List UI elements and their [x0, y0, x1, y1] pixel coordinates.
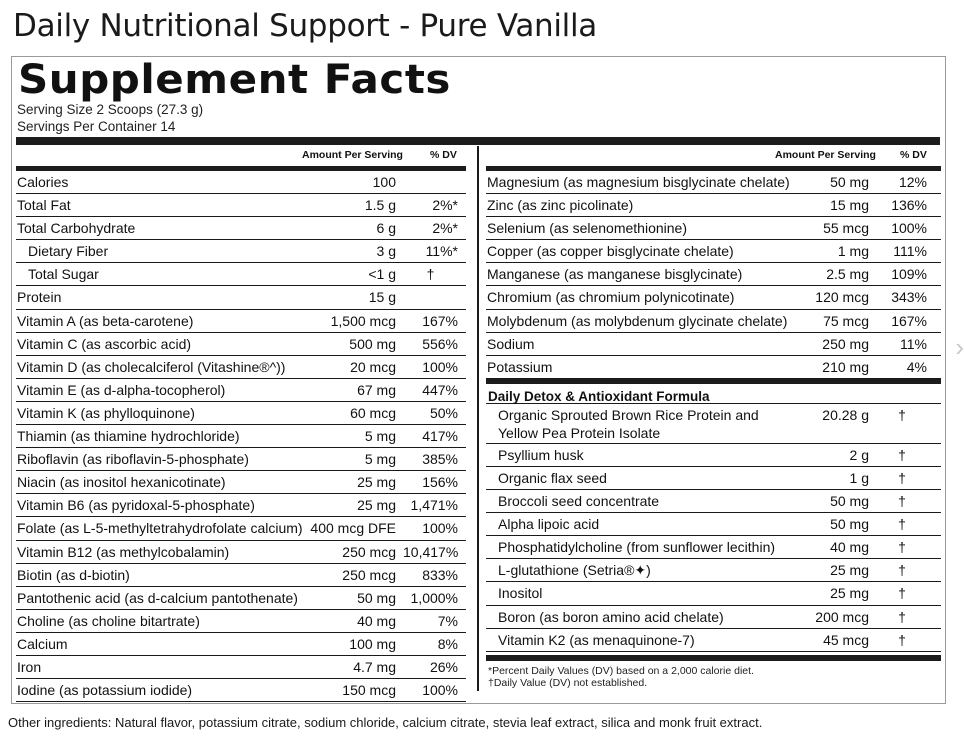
table-row: [16, 310, 466, 333]
nutrient-name: Vitamin A (as beta-carotene): [17, 312, 194, 329]
amount-value: 100: [372, 174, 396, 190]
amount-value: 2.5 mg: [826, 266, 869, 283]
right-column: [486, 146, 941, 689]
amount-value: <1 g: [368, 266, 396, 283]
table-row: [486, 559, 941, 582]
chevron-right-icon[interactable]: ›: [955, 332, 964, 362]
table-row: [486, 629, 941, 652]
nutrient-name: Alpha lipoic acid: [498, 516, 600, 533]
dv-value: 7%: [437, 612, 458, 629]
nutrient-name: Vitamin K (as phylloquinone): [17, 404, 195, 421]
dv-value: 100%: [422, 358, 458, 375]
amount-value: 1,500 mcg: [330, 312, 396, 329]
dv-value: †: [898, 631, 906, 648]
dv-header: % DV: [430, 149, 457, 161]
table-row: [486, 513, 941, 536]
amount-value: 50 mg: [830, 516, 869, 533]
dv-value: 167%: [891, 312, 927, 329]
nutrient-name: Vitamin C (as ascorbic acid): [17, 335, 192, 352]
amount-value: 2 g: [849, 446, 869, 463]
dv-value: †: [898, 516, 906, 533]
formula-heading: Daily Detox & Antioxidant Formula: [488, 388, 710, 404]
servings-per-container: Servings Per Container 14: [17, 119, 176, 134]
nutrient-name-line: Yellow Pea Protein Isolate: [498, 424, 661, 441]
table-row: [16, 240, 466, 263]
amount-value: 400 mcg DFE: [310, 520, 396, 537]
left-column: [16, 146, 466, 702]
nutrient-name: Boron (as boron amino acid chelate): [498, 608, 724, 625]
amount-value: 150 mcg: [342, 682, 396, 699]
dv-value: 100%: [422, 520, 458, 537]
amount-header: Amount Per Serving: [302, 149, 403, 161]
amount-value: 200 mcg: [815, 608, 869, 625]
table-row: [486, 490, 941, 513]
nutrient-name: Sodium: [487, 335, 535, 352]
nutrient-name: Pantothenic acid (as d-calcium pantothenate): [17, 589, 298, 606]
nutrient-name: Calcium: [17, 635, 68, 652]
nutrient-name: Protein: [17, 289, 62, 306]
left-rows: [16, 171, 466, 702]
nutrient-name: Calories: [17, 174, 69, 190]
table-row: [16, 679, 466, 702]
table-row: [16, 402, 466, 425]
dv-value: 100%: [422, 682, 458, 699]
table-row: [486, 356, 941, 379]
facts-heading: Supplement Facts: [18, 57, 451, 103]
dv-value: 2%*: [432, 197, 458, 214]
dv-value: †: [898, 469, 906, 486]
table-row: [486, 171, 941, 194]
amount-value: 25 mg: [830, 585, 869, 602]
table-row: [16, 471, 466, 494]
table-row: [16, 194, 466, 217]
table-row: [16, 494, 466, 517]
amount-value: 4.7 mg: [353, 658, 396, 675]
nutrient-name: Total Sugar: [28, 266, 99, 283]
table-row: [16, 541, 466, 564]
dv-value: 343%: [891, 289, 927, 306]
amount-value: 67 mg: [357, 381, 396, 398]
table-row: [486, 606, 941, 629]
nutrient-name: Vitamin B12 (as methylcobalamin): [17, 543, 230, 560]
table-row: [486, 467, 941, 490]
nutrient-name: Copper (as copper bisglycinate chelate): [487, 243, 734, 260]
amount-value: 50 mg: [830, 174, 869, 190]
nutrient-name: Thiamin (as thiamine hydrochloride): [17, 428, 240, 445]
dv-value: 26%: [429, 658, 458, 675]
dv-value: 167%: [422, 312, 458, 329]
dv-value: 833%: [422, 566, 458, 583]
table-row: [486, 444, 941, 467]
table-row: [486, 310, 941, 333]
other-ingredients: Other ingredients: Natural flavor, potassium citrate, sodium chloride, calcium citrate, stevia leaf extract, silica and monk fruit extract.: [8, 715, 763, 730]
formula-rows: [486, 404, 941, 652]
table-row: [486, 333, 941, 356]
nutrient-name: Folate (as L-5-methyltetrahydrofolate calcium): [17, 520, 303, 537]
nutrient-name: Iodine (as potassium iodide): [17, 682, 193, 699]
dv-header: % DV: [900, 149, 927, 161]
nutrient-name: Chromium (as chromium polynicotinate): [487, 289, 735, 306]
amount-value: 500 mg: [349, 335, 396, 352]
dv-value: 447%: [422, 381, 458, 398]
dv-value: 556%: [422, 335, 458, 352]
table-row: [16, 379, 466, 402]
table-row: [486, 582, 941, 605]
amount-value: 1 mg: [837, 243, 869, 260]
nutrient-name: Manganese (as manganese bisglycinate): [487, 266, 743, 283]
nutrient-name: Niacin (as inositol hexanicotinate): [17, 474, 226, 491]
page-title: Daily Nutritional Support - Pure Vanilla: [13, 8, 597, 44]
table-row: [486, 263, 941, 286]
nutrient-name: L-glutathione (Setria®✦): [498, 562, 651, 579]
amount-value: 25 mg: [830, 562, 869, 579]
amount-value: 250 mcg: [342, 566, 396, 583]
dv-value: 8%: [437, 635, 458, 652]
right-rows: [486, 171, 941, 379]
nutrient-name: Total Carbohydrate: [17, 220, 136, 237]
footnote-dagger: †Daily Value (DV) not established.: [488, 676, 648, 689]
amount-value: 20.28 g: [822, 406, 869, 423]
amount-value: 25 mg: [357, 497, 396, 514]
table-row: [16, 263, 466, 286]
table-row: [486, 404, 941, 444]
amount-value: 250 mg: [822, 335, 869, 352]
table-row: [16, 217, 466, 240]
column-divider: [477, 146, 479, 691]
dv-value: 11%*: [425, 243, 458, 260]
nutrient-name: [498, 406, 759, 442]
dv-value: †: [898, 585, 906, 602]
table-row: [16, 656, 466, 679]
table-row: [16, 356, 466, 379]
dv-value: †: [898, 406, 906, 423]
table-row: [16, 425, 466, 448]
formula-heading-row: [486, 379, 941, 404]
nutrient-name: Biotin (as d-biotin): [17, 566, 130, 583]
amount-value: 60 mcg: [350, 404, 396, 421]
nutrient-name: Inositol: [498, 585, 543, 602]
footnote-dv: *Percent Daily Values (DV) based on a 2,000 calorie diet.: [488, 664, 754, 677]
dv-value: 385%: [422, 451, 458, 468]
serving-size: Serving Size 2 Scoops (27.3 g): [17, 102, 204, 117]
nutrient-name: Selenium (as selenomethionine): [487, 220, 687, 237]
table-header: [16, 146, 466, 171]
nutrient-name: Magnesium (as magnesium bisglycinate chelate): [487, 174, 790, 190]
nutrient-name: Vitamin B6 (as pyridoxal-5-phosphate): [17, 497, 255, 514]
amount-value: 50 mg: [830, 493, 869, 510]
amount-value: 250 mcg: [342, 543, 396, 560]
dv-value: †: [898, 608, 906, 625]
dv-value: 2%*: [432, 220, 458, 237]
dv-value: 11%: [900, 335, 927, 352]
amount-value: 40 mg: [830, 539, 869, 556]
nutrient-name: Dietary Fiber: [28, 243, 109, 260]
table-row: [16, 517, 466, 540]
table-row: [16, 610, 466, 633]
dv-value: †: [898, 539, 906, 556]
dv-value: 1,471%: [410, 497, 458, 514]
supplement-facts-panel: [11, 56, 946, 704]
dv-value: 4%: [906, 358, 927, 375]
bottom-bar: [486, 655, 941, 661]
dv-value: 136%: [891, 197, 927, 214]
amount-value: 15 mg: [830, 197, 869, 214]
dv-value: 111%: [893, 243, 927, 260]
amount-value: 100 mg: [349, 635, 396, 652]
amount-value: 6 g: [376, 220, 396, 237]
dv-value: †: [426, 266, 435, 283]
nutrient-name: Organic flax seed: [498, 469, 607, 486]
dv-value: †: [898, 446, 906, 463]
nutrient-name: Phosphatidylcholine (from sunflower lecithin): [498, 539, 776, 556]
amount-value: 1.5 g: [364, 197, 396, 214]
nutrient-name: Riboflavin (as riboflavin-5-phosphate): [17, 451, 249, 468]
amount-value: 5 mg: [364, 451, 396, 468]
table-row: [486, 217, 941, 240]
dv-value: 156%: [422, 474, 458, 491]
amount-value: 20 mcg: [350, 358, 396, 375]
dv-value: †: [898, 562, 906, 579]
dv-value: 10,417%: [403, 543, 459, 560]
amount-value: 25 mg: [357, 474, 396, 491]
nutrient-name: Zinc (as zinc picolinate): [487, 197, 634, 214]
amount-value: 120 mcg: [815, 289, 869, 306]
dv-value: †: [898, 493, 906, 510]
nutrient-name: Vitamin E (as d-alpha-tocopherol): [17, 381, 226, 398]
amount-value: 3 g: [376, 243, 396, 260]
table-row: [16, 286, 466, 309]
dv-value: 50%: [429, 404, 458, 421]
amount-value: 75 mcg: [823, 312, 869, 329]
nutrient-name: Broccoli seed concentrate: [498, 493, 660, 510]
nutrient-name: Total Fat: [17, 197, 71, 214]
amount-header: Amount Per Serving: [775, 149, 876, 161]
nutrient-name: Psyllium husk: [498, 446, 584, 463]
amount-value: 5 mg: [364, 428, 396, 445]
table-header: [486, 146, 941, 171]
nutrient-name-line: Organic Sprouted Brown Rice Protein and: [498, 406, 759, 423]
table-row: [486, 536, 941, 559]
table-row: [486, 194, 941, 217]
amount-value: 55 mcg: [823, 220, 869, 237]
nutrient-name: Potassium: [487, 358, 553, 375]
nutrient-name: Vitamin D (as cholecalciferol (Vitashine®^)): [17, 358, 286, 375]
table-row: [16, 448, 466, 471]
dv-value: 1,000%: [410, 589, 458, 606]
amount-value: 45 mcg: [823, 631, 869, 648]
nutrient-name: Choline (as choline bitartrate): [17, 612, 200, 629]
nutrient-name: Molybdenum (as molybdenum glycinate chelate): [487, 312, 788, 329]
amount-value: 1 g: [849, 469, 869, 486]
dv-value: 417%: [422, 428, 458, 445]
dv-value: 12%: [898, 174, 927, 190]
table-row: [486, 286, 941, 309]
table-row: [16, 333, 466, 356]
nutrient-name: Iron: [17, 658, 42, 675]
table-row: [16, 171, 466, 194]
amount-value: 15 g: [368, 289, 396, 306]
amount-value: 50 mg: [357, 589, 396, 606]
divider-bar: [16, 137, 940, 145]
nutrient-name: Vitamin K2 (as menaquinone-7): [498, 631, 695, 648]
dv-value: 109%: [891, 266, 927, 283]
table-row: [486, 240, 941, 263]
dv-value: 100%: [891, 220, 927, 237]
table-row: [16, 564, 466, 587]
amount-value: 40 mg: [357, 612, 396, 629]
table-row: [16, 633, 466, 656]
table-row: [16, 587, 466, 610]
amount-value: 210 mg: [822, 358, 869, 375]
